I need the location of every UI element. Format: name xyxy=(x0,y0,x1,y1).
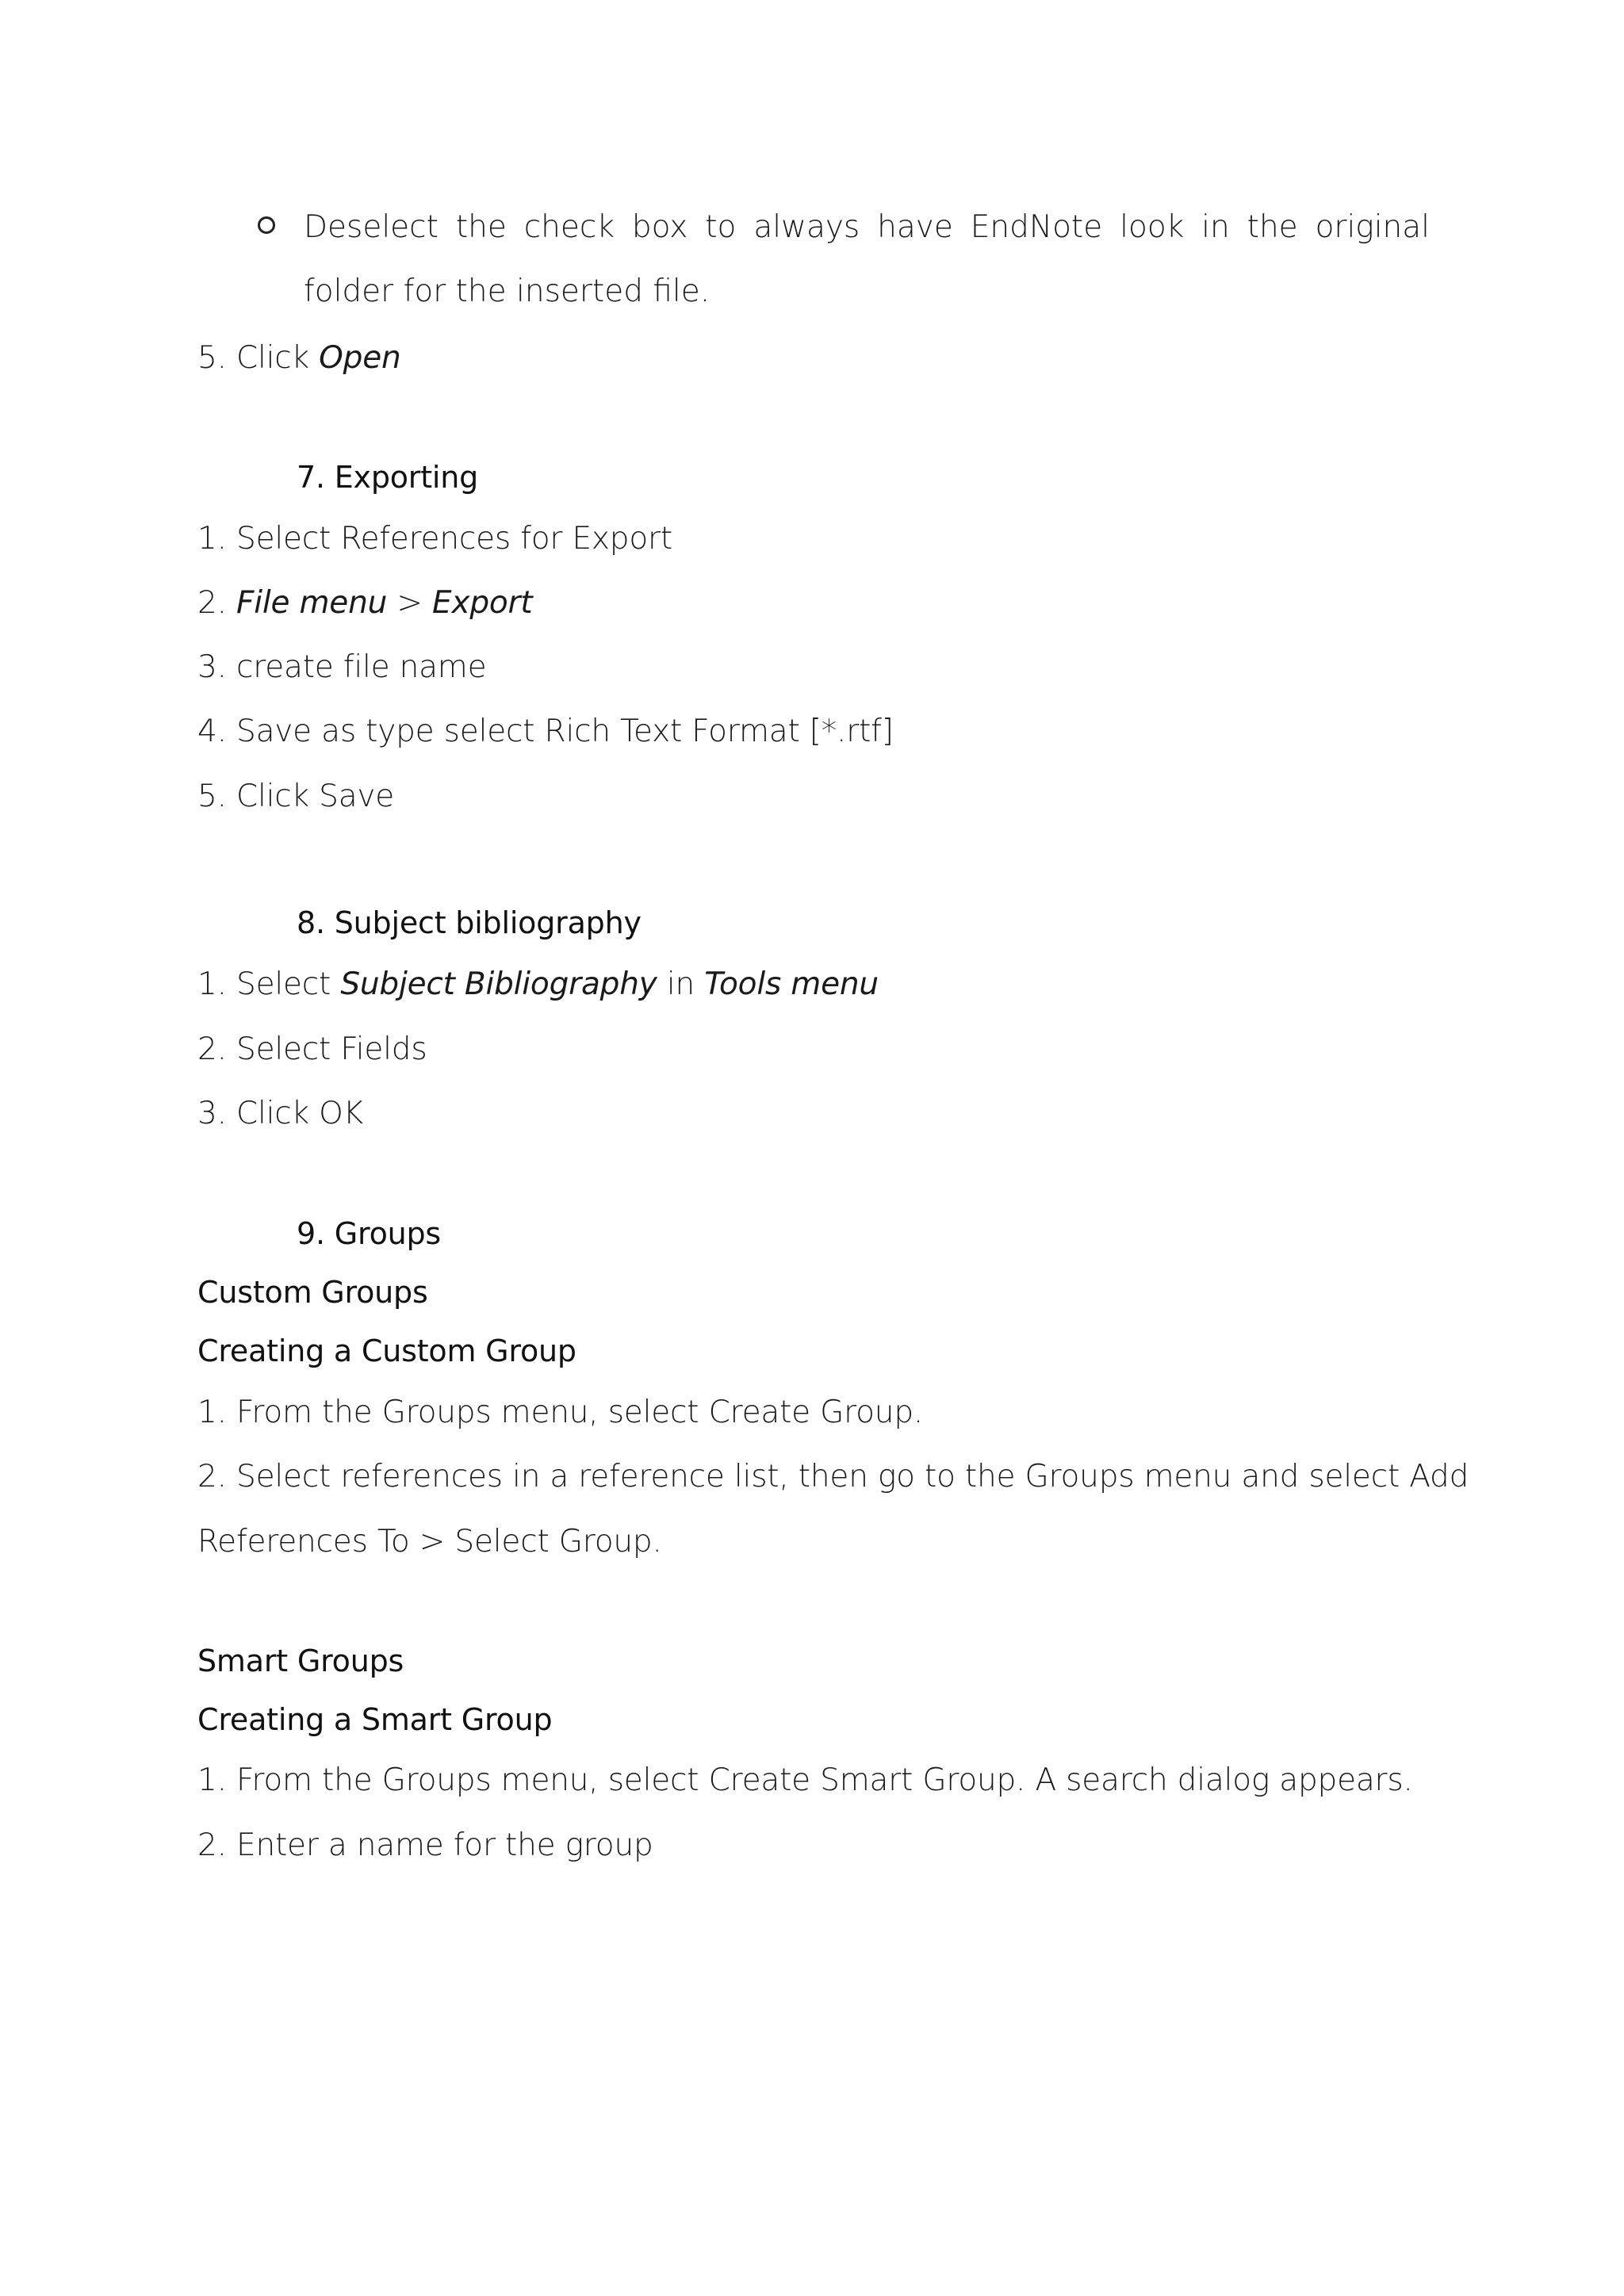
smart-group-step-2: 2. Enter a name for the group xyxy=(197,1827,653,1863)
export-step-2: 2. File menu > Export xyxy=(197,585,533,621)
subject-step-1: 1. Select Subject Bibliography in Tools menu xyxy=(197,966,879,1002)
section-heading-subject-bibliography: 8. Subject bibliography xyxy=(297,905,642,940)
step-click-open: 5. Click Open xyxy=(197,340,401,376)
export-step-1: 1. Select References for Export xyxy=(197,521,672,557)
section-heading-exporting: 7. Exporting xyxy=(297,460,479,495)
bullet-paragraph: Deselect the check box to always have EndNote look in the original folder for the inserted file. xyxy=(304,209,1430,309)
export-step-5: 5. Click Save xyxy=(197,779,395,814)
smart-group-subtitle: Creating a Smart Group xyxy=(197,1702,553,1737)
custom-group-step-1: 1. From the Groups menu, select Create Group. xyxy=(197,1395,924,1430)
hollow-circle-bullet-icon xyxy=(258,216,275,234)
custom-group-step-2-continued: References To > Select Group. xyxy=(197,1524,662,1559)
smart-group-step-1: 1. From the Groups menu, select Create Smart Group. A search dialog appears. xyxy=(197,1762,1413,1798)
subject-step-3: 3. Click OK xyxy=(197,1096,364,1131)
export-step-3: 3. create file name xyxy=(197,649,487,685)
custom-group-subtitle: Creating a Custom Group xyxy=(197,1334,576,1368)
custom-groups-title: Custom Groups xyxy=(197,1275,428,1310)
smart-groups-title: Smart Groups xyxy=(197,1644,404,1678)
custom-group-step-2: 2. Select references in a reference list, then go to the Groups menu and select Add xyxy=(197,1459,1469,1494)
section-heading-groups: 9. Groups xyxy=(297,1216,442,1251)
subject-step-2: 2. Select Fields xyxy=(197,1031,427,1067)
export-step-4: 4. Save as type select Rich Text Format [*.rtf] xyxy=(197,714,894,749)
